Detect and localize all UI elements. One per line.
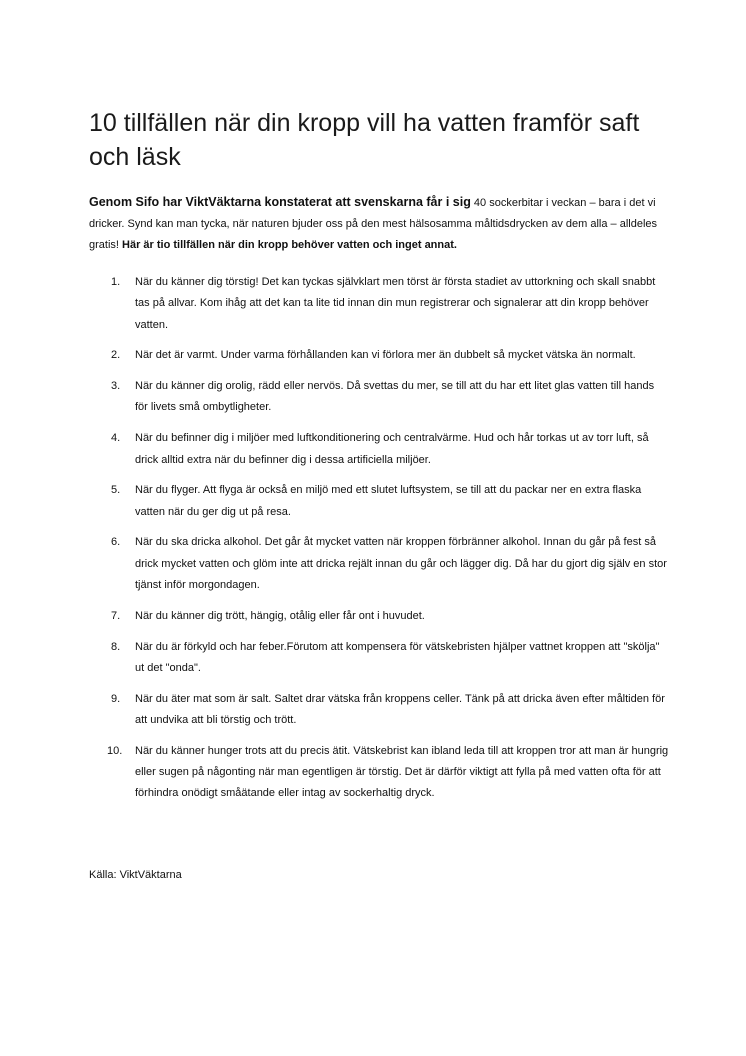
list-item-text: När du känner dig orolig, rädd eller nervös. Då svettas du mer, se till att du har ett litet glas vatten till hands för livets små ombytligheter.: [135, 380, 655, 414]
numbered-list: [89, 272, 669, 814]
list-item-text: När du flyger. Att flyga är också en miljö med ett slutet luftsystem, se till att du packar ner en extra flaska vatten när du ger dig ut på resa.: [135, 484, 642, 518]
intro-lead: Genom Sifo har ViktVäktarna konstaterat att svenskarna får i sig: [89, 195, 471, 209]
list-item: [89, 480, 669, 523]
list-item-text: När du äter mat som är salt. Saltet drar vätska från kroppens celler. Tänk på att dricka även efter måltiden för att undvika att bli törstig och trött.: [135, 692, 665, 727]
list-item-text: När det är varmt. Under varma förhållanden kan vi förlora mer än dubbelt så mycket vätska än normalt.: [135, 349, 636, 362]
list-item: [89, 428, 669, 471]
list-number: 2.: [111, 349, 121, 362]
list-item: [89, 637, 669, 680]
list-number: 8.: [111, 640, 121, 653]
list-item: [89, 376, 669, 419]
source-line: Källa: ViktVäktarna: [89, 869, 182, 881]
list-item-text: När du känner dig trött, hängig, otålig eller får ont i huvudet.: [135, 609, 425, 622]
list-number: 1.: [111, 276, 121, 288]
list-item-text: När du är förkyld och har feber.Förutom att kompensera för vätskebristen hjälper vattnet kroppen att "skölja" ut det "onda".: [135, 640, 660, 674]
list-item: [89, 345, 669, 366]
list-item: [89, 272, 669, 336]
list-number: 7.: [111, 609, 121, 622]
list-item: [89, 741, 669, 805]
list-item: [89, 532, 669, 596]
list-item-text: När du känner hunger trots att du precis ätit. Vätskebrist kan ibland leda till att kroppen tror att man är hungrig eller sugen på någonting när man egentligen är törstig. Det är därför viktigt att fylla på med vatten ofta för att förhindra onödigt småätande eller intag av sockerhaltig dryck.: [135, 744, 669, 800]
list-item: [89, 606, 669, 627]
list-number: 3.: [111, 380, 121, 393]
list-item-text: När du känner dig törstig! Det kan tyckas självklart men törst är första stadiet av uttorkning och skall snabbt tas på allvar. Kom ihåg att det kan ta lite tid innan din mun registrerar och signalerar att din kropp behöver vatten.: [135, 276, 656, 331]
list-item-text: När du ska dricka alkohol. Det går åt mycket vatten när kroppen förbränner alkohol. Innan du går på fest så drick mycket vatten och glöm inte att dricka rejält innan du går och lägger dig. Då har du gjort dig själv en stor tjänst inför morgondagen.: [135, 536, 667, 592]
list-number: 6.: [111, 536, 121, 549]
document-title: 10 tillfällen när din kropp vill ha vatten framför saft och läsk: [89, 109, 640, 171]
list-number: 5.: [111, 484, 121, 497]
list-number: 4.: [111, 432, 121, 445]
list-item: [89, 689, 669, 732]
list-number: 10.: [107, 744, 123, 757]
intro-body: 40 sockerbitar i veckan – bara i det vi dricker. Synd kan man tycka, när naturen bjuder oss på den mest hälsosamma måltidsdrycken av dem alla – alldeles gratis!: [89, 197, 658, 251]
list-item-text: När du befinner dig i miljöer med luftkonditionering och centralvärme. Hud och hår torkas ut av torr luft, så drick alltid extra när du befinner dig i dessa artificiella miljöer.: [135, 432, 649, 466]
intro-paragraph: [89, 192, 669, 256]
list-number: 9.: [111, 692, 121, 705]
intro-closing: Här är tio tillfällen när din kropp behöver vatten och inget annat.: [122, 239, 457, 251]
